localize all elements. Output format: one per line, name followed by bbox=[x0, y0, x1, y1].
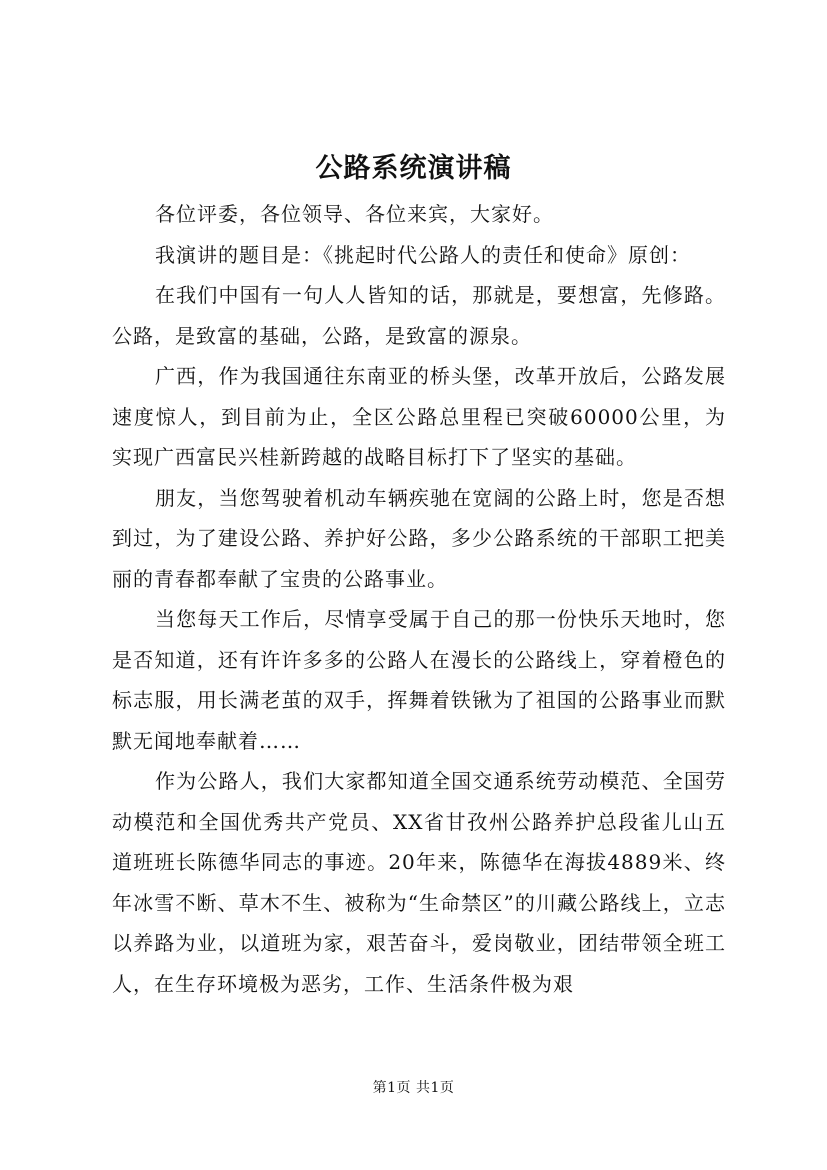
paragraph-greeting: 各位评委，各位领导、各位来宾，大家好。 bbox=[155, 202, 554, 226]
page-number-footer: 第1页 共1页 bbox=[372, 1080, 455, 1096]
paragraph-guangxi: 广西，作为我国通往东南亚的桥头堡，改革开放后，公路发展速度惊人，到目前为止，全区公路总里程已突破60000公里，为实现广西富民兴桂新跨越的战略目标打下了坚实的基础。 bbox=[112, 364, 726, 469]
paragraph-saying: 在我们中国有一句人人皆知的话，那就是，要想富，先修路。公路，是致富的基础，公路，是致富的源泉。 bbox=[112, 283, 726, 348]
paragraph-friends: 朋友，当您驾驶着机动车辆疾驰在宽阔的公路上时，您是否想到过，为了建设公路、养护好公路，多少公路系统的干部职工把美丽的青春都奉献了宝贵的公路事业。 bbox=[112, 485, 726, 591]
paragraph-topic: 我演讲的题目是：《挑起时代公路人的责任和使命》原创： bbox=[155, 242, 691, 267]
paragraph-chen-dehua: 作为公路人，我们大家都知道全国交通系统劳动模范、全国劳动模范和全国优秀共产党员、XX省甘孜州公路养护总段雀儿山五道班班长陈德华同志的事迹。20年来，陈德华在海拔4889米、终年冰雪不断、草木不生、被称为“生命禁区”的川藏公路线上，立志以养路为业，以道班为家，艰苦奋斗，爱岗敬业，团结带领全班工人，在生存环境极为恶劣，工作、生活条件极为艰 bbox=[112, 769, 726, 996]
document-body bbox=[112, 194, 726, 1004]
paragraph-workers: 当您每天工作后，尽情享受属于自己的那一份快乐天地时，您是否知道，还有许许多多的公路人在漫长的公路线上，穿着橙色的标志服，用长满老茧的双手，挥舞着铁锹为了祖国的公路事业而默默无闻地奉献着…… bbox=[112, 607, 726, 753]
document-title: 公路系统演讲稿 bbox=[315, 153, 512, 184]
